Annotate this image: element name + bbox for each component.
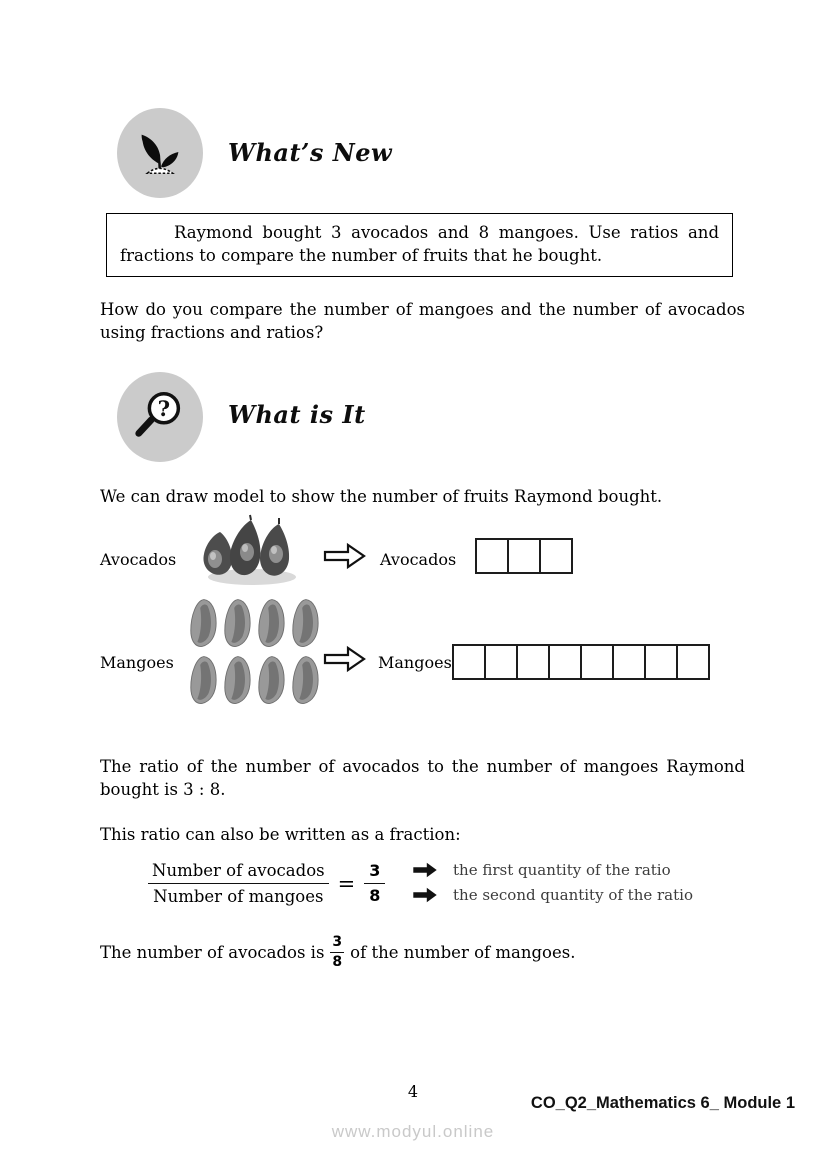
mangoes-image — [188, 597, 328, 706]
problem-box — [106, 213, 733, 277]
what-is-it-heading: What is It — [228, 400, 366, 429]
tape-cell — [516, 644, 550, 680]
tape-cell — [452, 644, 486, 680]
solid-arrow-icon — [410, 886, 440, 904]
avocados-tape-label: Avocados — [380, 550, 457, 569]
mangoes-tape-label: Mangoes — [378, 653, 452, 672]
whats-new-heading: What’s New — [228, 138, 393, 167]
tape-cell — [644, 644, 678, 680]
fraction-numerator-label: Number of avocados — [148, 858, 329, 884]
module-footer-label: CO_Q2_Mathematics 6_ Module 1 — [530, 1094, 795, 1112]
inline-fraction-denominator: 8 — [332, 954, 343, 970]
ratio-fraction-labels — [148, 858, 329, 909]
fraction-numerator: 3 — [364, 859, 385, 884]
right-arrow-icon — [322, 643, 368, 679]
problem-text: Raymond bought 3 avocados and 8 mangoes. Use ratios and fractions to compare the number of fruits that he bought. — [120, 223, 719, 265]
tape-cell — [580, 644, 614, 680]
ratio-paragraph: The ratio of the number of avocados to the number of mangoes Raymond bought is 3 : 8. — [100, 757, 745, 799]
fraction-denominator-label: Number of mangoes — [153, 887, 324, 906]
tape-cell — [475, 538, 509, 574]
equals-sign: = — [337, 871, 356, 896]
svg-text:?: ? — [157, 396, 171, 422]
tape-cell — [676, 644, 710, 680]
magnifier-question-icon — [131, 386, 189, 448]
mango-icon — [256, 597, 286, 649]
page-number: 4 — [407, 1082, 419, 1101]
mangoes-picture-label: Mangoes — [100, 653, 174, 672]
mango-icon — [222, 597, 252, 649]
conclusion-suffix: of the number of mangoes. — [350, 943, 576, 962]
first-quantity-note — [410, 861, 693, 879]
mango-icon — [188, 597, 218, 649]
fraction-equation — [148, 858, 385, 909]
fraction-denominator: 8 — [369, 886, 381, 905]
mango-icon — [188, 654, 218, 706]
avocados-image — [196, 514, 302, 592]
model-intro: We can draw model to show the number of fruits Raymond bought. — [100, 487, 663, 506]
conclusion-prefix: The number of avocados is — [100, 943, 325, 962]
watermark: www.modyul.online — [331, 1122, 495, 1141]
what-is-it-badge — [117, 372, 203, 462]
mango-icon — [290, 597, 320, 649]
avocados-tape-diagram — [475, 538, 573, 574]
mango-icon — [290, 654, 320, 706]
tape-cell — [484, 644, 518, 680]
conclusion-sentence — [100, 933, 575, 972]
right-arrow-icon — [322, 540, 368, 576]
tape-cell — [507, 538, 541, 574]
ratio-fraction-value — [364, 859, 385, 908]
tape-cell — [539, 538, 573, 574]
inline-fraction — [330, 933, 344, 972]
avocados-picture-label: Avocados — [100, 550, 177, 569]
solid-arrow-icon — [410, 861, 440, 879]
mangoes-tape-diagram — [452, 644, 710, 680]
tape-cell — [612, 644, 646, 680]
first-quantity-text: the first quantity of the ratio — [453, 861, 671, 879]
tape-cell — [548, 644, 582, 680]
fraction-intro: This ratio can also be written as a fraction: — [100, 825, 461, 844]
fraction-notes — [410, 861, 693, 911]
question-paragraph: How do you compare the number of mangoes and the number of avocados using fractions and ratios? — [100, 300, 745, 342]
mango-icon — [222, 654, 252, 706]
seedling-icon — [131, 122, 189, 184]
second-quantity-note — [410, 886, 693, 904]
mango-icon — [256, 654, 286, 706]
inline-fraction-numerator: 3 — [330, 933, 344, 953]
whats-new-badge — [117, 108, 203, 198]
second-quantity-text: the second quantity of the ratio — [453, 886, 693, 904]
